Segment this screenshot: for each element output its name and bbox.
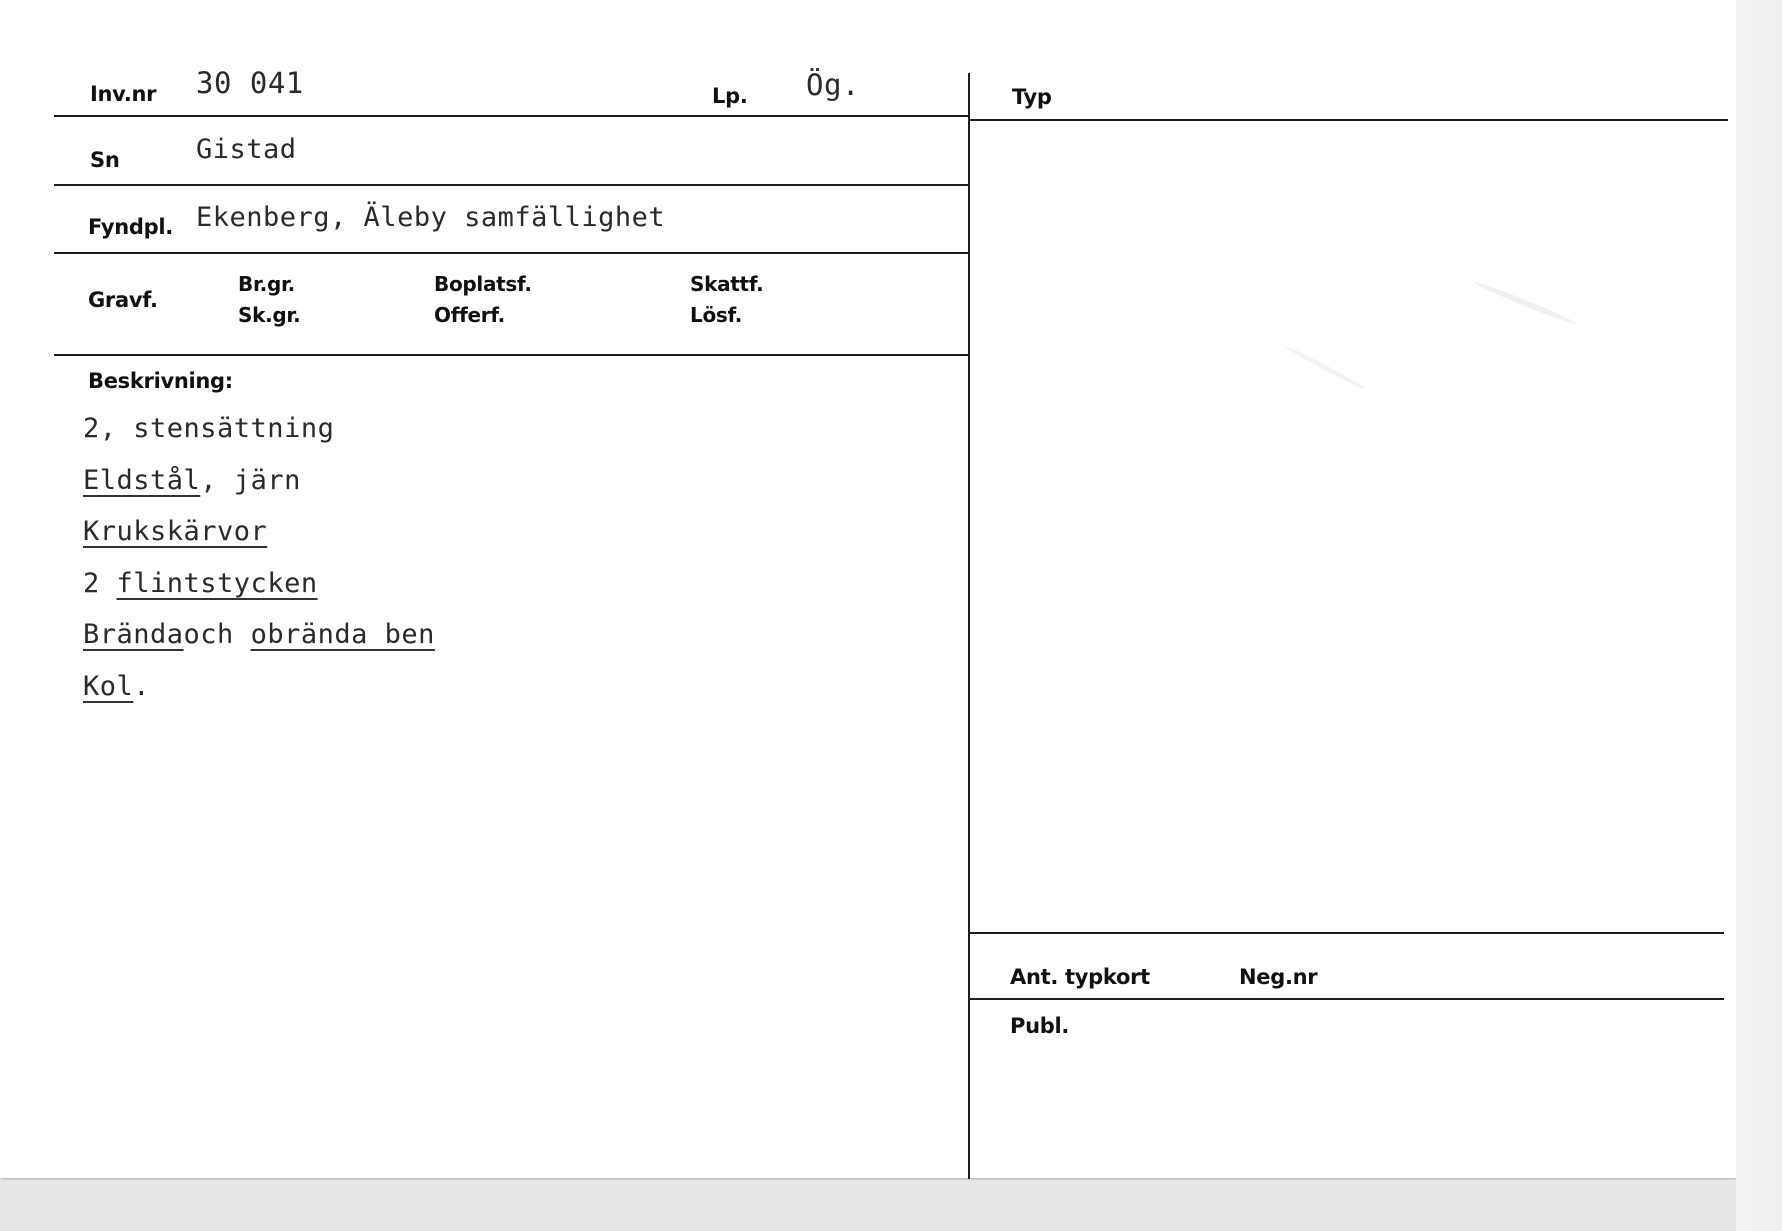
neg-nr-label: Neg.nr — [1239, 965, 1318, 989]
beskrivning-label: Beskrivning: — [88, 369, 233, 393]
underlined-word: Brända — [83, 619, 184, 650]
fyndpl-label: Fyndpl. — [88, 215, 173, 239]
rule-publ — [970, 998, 1724, 1000]
typ-label: Typ — [1012, 85, 1052, 109]
fyndpl-value: Ekenberg, Äleby samfällighet — [196, 202, 666, 233]
ant-typkort-label: Ant. typkort — [1010, 965, 1150, 989]
plain-text: och — [183, 619, 251, 650]
beskrivning-text — [83, 413, 435, 722]
plain-text: . — [133, 670, 151, 702]
beskrivning-line-5 — [83, 619, 435, 671]
losf-label: Lösf. — [690, 303, 743, 327]
lp-label: Lp. — [712, 84, 748, 108]
smudge-mark — [1284, 344, 1366, 391]
beskrivning-line-2 — [83, 465, 435, 517]
sn-value: Gistad — [196, 134, 297, 165]
underlined-word: obrända ben — [250, 619, 435, 650]
rule-typkort — [970, 932, 1724, 934]
offerf-label: Offerf. — [434, 303, 505, 327]
rule-fyndpl — [54, 252, 968, 254]
rule-fyndtyp — [54, 354, 968, 356]
underlined-word: Eldstål — [83, 464, 201, 496]
lp-value: Ög. — [806, 68, 860, 102]
boplatsf-label: Boplatsf. — [434, 272, 532, 296]
gravf-label: Gravf. — [88, 288, 158, 312]
column-divider — [968, 73, 970, 1179]
inv-nr-value: 30 041 — [196, 66, 304, 100]
scan-edge — [1736, 0, 1782, 1231]
smudge-mark — [1473, 280, 1577, 327]
brgr-label: Br.gr. — [238, 272, 295, 296]
underlined-word: Krukskärvor — [83, 516, 268, 547]
underlined-word: flintstycken — [116, 567, 318, 599]
rule-inv — [54, 115, 968, 117]
skgr-label: Sk.gr. — [238, 303, 301, 327]
underlined-word: Kol — [83, 670, 134, 702]
beskrivning-line-4 — [83, 568, 435, 620]
publ-label: Publ. — [1010, 1014, 1070, 1038]
beskrivning-line-6 — [83, 671, 435, 723]
rule-typ — [970, 119, 1728, 121]
plain-text: 2, stensättning — [83, 413, 335, 444]
plain-text: , järn — [200, 464, 301, 496]
rule-sn — [54, 184, 968, 186]
plain-text: 2 — [83, 567, 117, 599]
beskrivning-line-1 — [83, 413, 435, 465]
beskrivning-line-3 — [83, 516, 435, 568]
inv-nr-label: Inv.nr — [90, 82, 157, 106]
skattf-label: Skattf. — [690, 272, 764, 296]
sn-label: Sn — [90, 148, 120, 172]
